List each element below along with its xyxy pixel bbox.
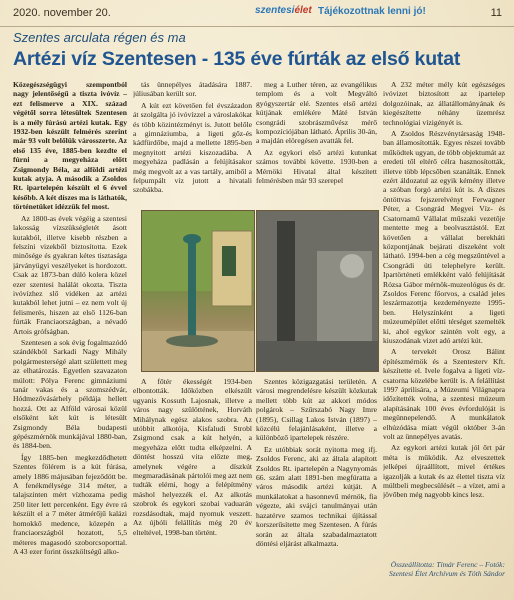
paragraph: A 232 méter mély kút egészséges ivóvizet biztosított az ipartelep dolgozóinak, az állatállományának és kiegészítette néhány üzemrész technológiai vízigényét is. (383, 80, 505, 127)
column-4 (383, 80, 505, 595)
photo-historical-well (256, 210, 379, 372)
fountain-illustration (142, 211, 254, 371)
paragraph: Ez utóbbiak sorát nyitotta meg ifj. Zsoldos Ferenc, aki az általa alapított Zsoldos Rt. ipartelepén a Nagynyomás 66. szám alatt 1891-ben megfúratta a város második artézi kútját. A munkálatokat a hasonnevű mérnök, fia végezte, aki svájci tanulmányai után hazatérve szamos technikai újítással korszerűsítette meg Szentesen. A fúrás során az általa szabadalmaztatott döntési eljárást alkalmazta. (256, 444, 377, 548)
brand-logo (255, 5, 312, 16)
paragraph: Az egykori első artézi kutunkat számos további követte. 1930-ben a Mérnöki Hivatal által készített felmérésben már 93 szerepel (256, 147, 377, 186)
page-header (0, 0, 514, 27)
paragraph: A Zsoldos Részvénytársaság 1948-ban államosították. Egyes részei tovább működtek ugyan, de több objektumát az eredeti től eltérő célra hasznosították, illetve több lépcsőben szanálták. Ennek ezért áldozatul az egyik kémény illetve a szóban forgó artézi kút is. A díszes öntöttvas fejszerelvényt Ferwagner Péter, a Csongrád Megyei Víz- és Csatornamű Vállalat műszaki vezetője mentette meg a beolvasztástól. Ezt követően a vállalat berekháti központjának bejárati díszeként volt látható. 1994-ben a cég megszűntével a Csongrádi úti telephelyre került. Ipartörténeti emlékként való felújítását Rózsa Gábor mérnök-muzeológus és dr. Zsoldos Ferenc főorvos, a család jeles leszármazottja kezdeményezte 1995-ben. Helyszínként a ligeti múzeumépület előtti térséget szemelték ki, ahol egykor szintén volt egy, a kiuszodának vizet adó artézi kút. (383, 129, 505, 345)
section-kicker: Szentes arculata régen és ma (13, 30, 186, 45)
column-3 (256, 80, 377, 205)
article-title: Artézi víz Szentesen - 135 éve fúrták az első kutat (13, 48, 461, 70)
issue-date: 2020. november 20. (13, 7, 111, 19)
paragraph: A főtér ékességét 1934-ben elbontották. Időközben elkészült ugyanis Kossuth Lajosnak, illetve a város nagy szülöttének, Horváth Mihálynak egész alakos szobra. Az utóbbit alkotója, Kisfaludi Strobl Zsigmond csak a kút helyén, a megyeháza előtt tudta elképzelni. A döntést hosszú vita előzte meg, amelynek végére a díszkút megmaradásának pártolói meg azt nem tudták elérni, hogy a felépítmény máshol helyezzék el. Az alkotás szobrok és egykori szobai vaduarán rozsdásodtak, majd nyomuk veszett. Az újbóli felállítás még 20 év elteltével, 1998-ban történt. (133, 377, 252, 537)
column-3-bottom (256, 377, 377, 597)
paragraph: A kút ezt követően fel évszázadon át szolgálta jó ivóvízzel a városlakókat és több közintézményt is. Jutott belőle a gimnáziumba, a ligeti gőz-és kádfürdőbe, majd a mellette 1895-ben megnyitott artézi kiszozadába. A megyeháza padlásán a felújításakor még megvolt az a vas tartály, amiből a felpumpált víz jutott a hivatali szobákba. (133, 100, 252, 195)
paragraph: tás ünnepélyes átadására 1887. júliusában került sor. (133, 80, 252, 99)
slogan: Tájékozottnak lenni jó! (318, 6, 426, 17)
paragraph: meg a Luther téren, az evangélikus templom és a volt Megváltó gyógyszertár elé. Szentes első artézi kútjának emlékére Máté István csongrádi szobrászművész mérő kompozíciójában látható. Április 30-án, a majdán elöregésen avatták fel. (256, 80, 377, 146)
paragraph: Szentes közigazgatási területén. A városi megrendelésre készült közkutak mellett több kút az akkori módos polgárok – Szűrszabó Nagy Imre (1895), Csillag Lakos István (1897) – közcélú felajánlásaként, illetve a különböző ipartelepek részére. (256, 377, 377, 443)
paragraph: Így 1885-ben megkezdődhetett Szentes fölérem is a kút fúrása, amely 1886 májusában fejeződött be. A fenékmélysége 314 méter, a talajszinten mért vízhozama pedig 250 liter lett percenként. Egy évre rá készült el a 7 méter átmérőjű kalázi homokkő medence, közepén a franciaországból hozatott, 5,5 méteres magasodó szoborcsoporttal. A 43 ezer forint összköltségű alko- (13, 452, 127, 556)
photo-artesian-well-fountain (141, 210, 255, 372)
brand-logo-part-b: élet (294, 5, 312, 16)
paragraph: Szentesen a sok évig fogalmazódó szándékból Sarkadi Nagy Mihály polgármesterségé alatt születtett meg az elhatározás. Egyetlen szavazaton múlott: Pólya Ferenc gimnáziumi tanár vakas és a szomszédvár, Hódmezővásárhely példája hellett hozzá. Ott az Alföld városai közül elsőként két kút is létesült Zsigmondy Béla budapesti gépészmérnök munkájával 1880-ban, és 1884-ben. (13, 337, 127, 451)
photo-credit: Összeállította: Tímár Ferenc – Fotók: Szentesi Élet Archívum és Tóth Sándor (388, 560, 505, 578)
column-2-bottom (133, 377, 252, 597)
paragraph: Az egykori artézi kutak jól őrt pár méta is működik. Az elveszettek jelképei újraállított, mivel értékes igazolják a kutak és az élettel tiszta víz múltbeli megbecsülését – a vízet, ami a jövőben még nagyobb kincs lesz. (383, 443, 505, 500)
column-2 (133, 80, 252, 205)
brand-logo-part-a: szentesi (255, 5, 295, 16)
column-1 (13, 80, 127, 595)
lead-paragraph: Közegészségügyi szempontból nagy jelentőségű a tiszta ivóvíz – ezt felismerve a XIX. század végétől sorra létesültek Szentesen is a mély fúrású artézi kutak. Egy 1932-ben készült felmérés szerint már 93 volt belőlük városszerte. Az első 135 éve, 1885-ben kezdte el fúrni a megyeháza előtt Zsigmondy Béla, az alföldi artézi kutak atyja. A második a Zsoldos Rt. ipartelepén készült el 6 évvel később. A két díszes ma is láthatók, történetüket idézzük fel most. (13, 80, 127, 212)
paragraph: A tervekét Orosz Bálint építészmérnök és a Szentesterv Kft. készítette el. Ivele fogalva a ligeti víz-csatorna közelébe került is. A felállítást 1997 áprilisára, a Múzeumi Világnapra időzítették volna, a szentesi múzeum alapításának 100 éves évfordulóját is megünnepelendő. A munkálatok elhúzódása miatt végül október 3-án volt az ünnepélyes avatás. (383, 347, 505, 442)
paragraph: Az 1800-as évek végéig a szentesi lakosság vízszükségletét ásott kutakból, illetve kisebb részben a felszíni vizekből biztosította. Ezek minősége és gyakran kétes tisztasága járványügyi veszélyeket is hordozott. Csak az 1873-ban dúló kolera közel ezer szentesi halálát okozta. Tiszta ivóvízhez slő vidéken az artézi kutakból lehet jutni – ez nem volt új felismerés, hiszen az első 1126-ban fúrták Franciaországban, a névadó Artois grófságban. (13, 213, 127, 336)
historical-photo-illustration (257, 211, 378, 371)
page-number: 11 (490, 7, 502, 19)
